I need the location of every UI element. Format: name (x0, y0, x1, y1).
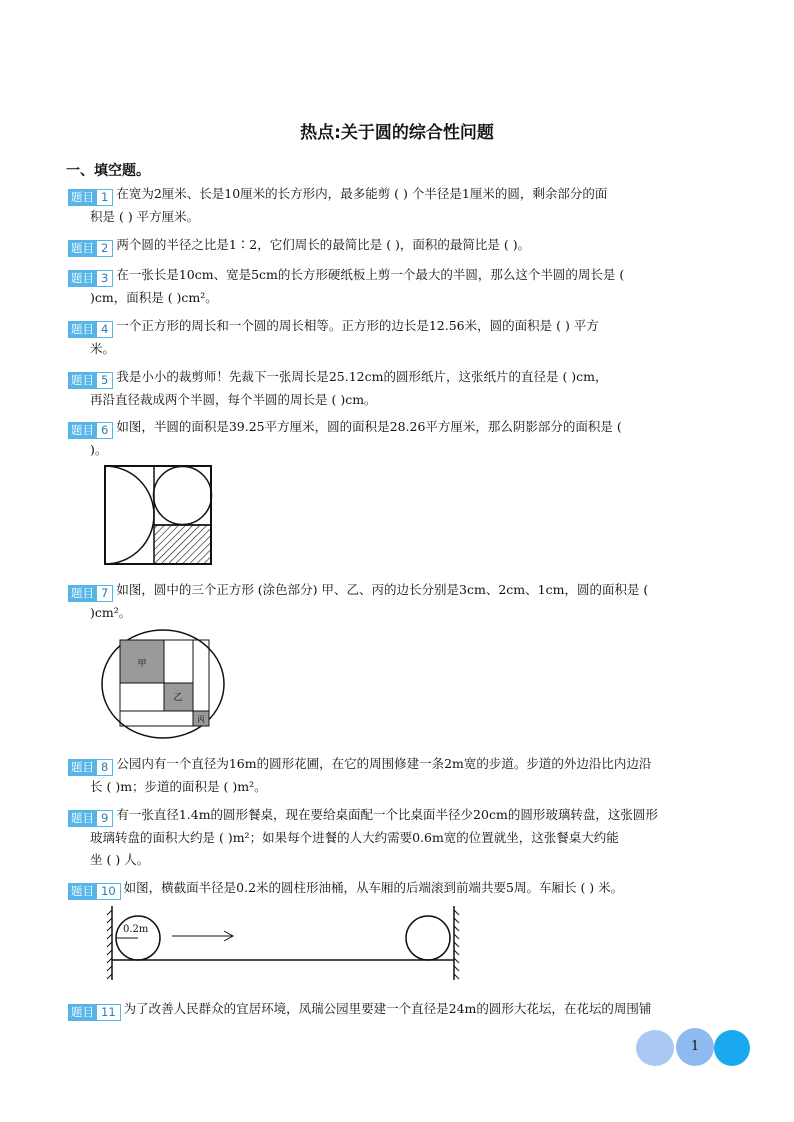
question-tag: 题目 11 (68, 1004, 121, 1021)
question-3: 题目 3 在一张长是10cm、宽是5cm的长方形硬纸板上剪一个最大的半圆，那么这个半圆的周长是 ( )cm，面积是 ( )cm²。 (68, 264, 728, 309)
question-tag: 题目 10 (68, 883, 121, 900)
radius-label: 0.2m (123, 924, 149, 935)
question-tag: 题目 6 (68, 422, 113, 439)
question-tag: 题目 7 (68, 585, 113, 602)
question-10: 题目 10 如图，横截面半径是0.2米的圆柱形油桶，从车厢的后端滚到前端共要5周。车厢长 ( ) 米。 (68, 877, 728, 900)
circle (154, 467, 212, 525)
page-number: 1 (690, 1039, 700, 1054)
question-tag: 题目 2 (68, 240, 113, 257)
question-5: 题目 5 我是小小的裁剪师！先裁下一张周长是25.12cm的圆形纸片，这张纸片的直径是 ( )cm， 再沿直径裁成两个半圆，每个半圆的周长是 ( )cm。 (68, 366, 728, 411)
question-tag: 题目 5 (68, 372, 113, 389)
question-tag: 题目 3 (68, 270, 113, 287)
page-number-badge (636, 1028, 756, 1068)
question-4: 题目 4 一个正方形的周长和一个圆的周长相等。正方形的边长是12.56米，圆的面积是 ( ) 平方 米。 (68, 315, 728, 360)
question-tag: 题目 4 (68, 321, 113, 338)
semicircle (105, 466, 154, 564)
page-title: 热点:关于圆的综合性问题 (300, 123, 494, 143)
section-heading: 一、填空题。 (66, 163, 150, 179)
label-yi: 乙 (173, 693, 183, 703)
question-8: 题目 8 公园内有一个直径为16m的圆形花圃，在它的周围修建一条2m宽的步道。步道的外边沿比内边沿 长 ( )m；步道的面积是 ( )m²。 (68, 753, 728, 798)
figure-7-circle-squares (100, 628, 226, 740)
question-tag: 题目 8 (68, 759, 113, 776)
question-7: 题目 7 如图，圆中的三个正方形 (涂色部分) 甲、乙、丙的边长分别是3cm、2cm、1cm，圆的面积是 ( )cm²。 (68, 579, 728, 624)
figure-6-semicircle-circle (100, 462, 216, 568)
question-6: 题目 6 如图，半圆的面积是39.25平方厘米，圆的面积是28.26平方厘米，那么阴影部分的面积是 ( )。 (68, 416, 728, 461)
shaded-region (154, 525, 211, 564)
question-tag: 题目 9 (68, 810, 113, 827)
label-bing: 丙 (197, 715, 205, 724)
label-jia: 甲 (137, 659, 147, 669)
figure-10-oil-drum-truck (100, 904, 464, 984)
question-1: 题目 1 在宽为2厘米、长是10厘米的长方形内，最多能剪 ( ) 个半径是1厘米的圆，剩余部分的面 积是 ( ) 平方厘米。 (68, 183, 728, 228)
question-tag: 题目 1 (68, 189, 113, 206)
oil-drum-end (406, 916, 450, 960)
question-2: 题目 2 两个圆的半径之比是1∶2，它们周长的最简比是 ( )，面积的最简比是 ( )。 (68, 234, 728, 257)
question-11: 题目 11 为了改善人民群众的宜居环境，凤瑞公园里要建一个直径是24m的圆形大花坛，在花坛的周围铺 (68, 998, 728, 1021)
question-9: 题目 9 有一张直径1.4m的圆形餐桌，现在要给桌面配一个比桌面半径少20cm的圆形玻璃转盘，这张圆形 玻璃转盘的面积大约是 ( )m²；如果每个进餐的人大约需要0.6m宽的位置就坐，这张餐桌大约能 坐 ( ) 人。 (68, 804, 728, 871)
